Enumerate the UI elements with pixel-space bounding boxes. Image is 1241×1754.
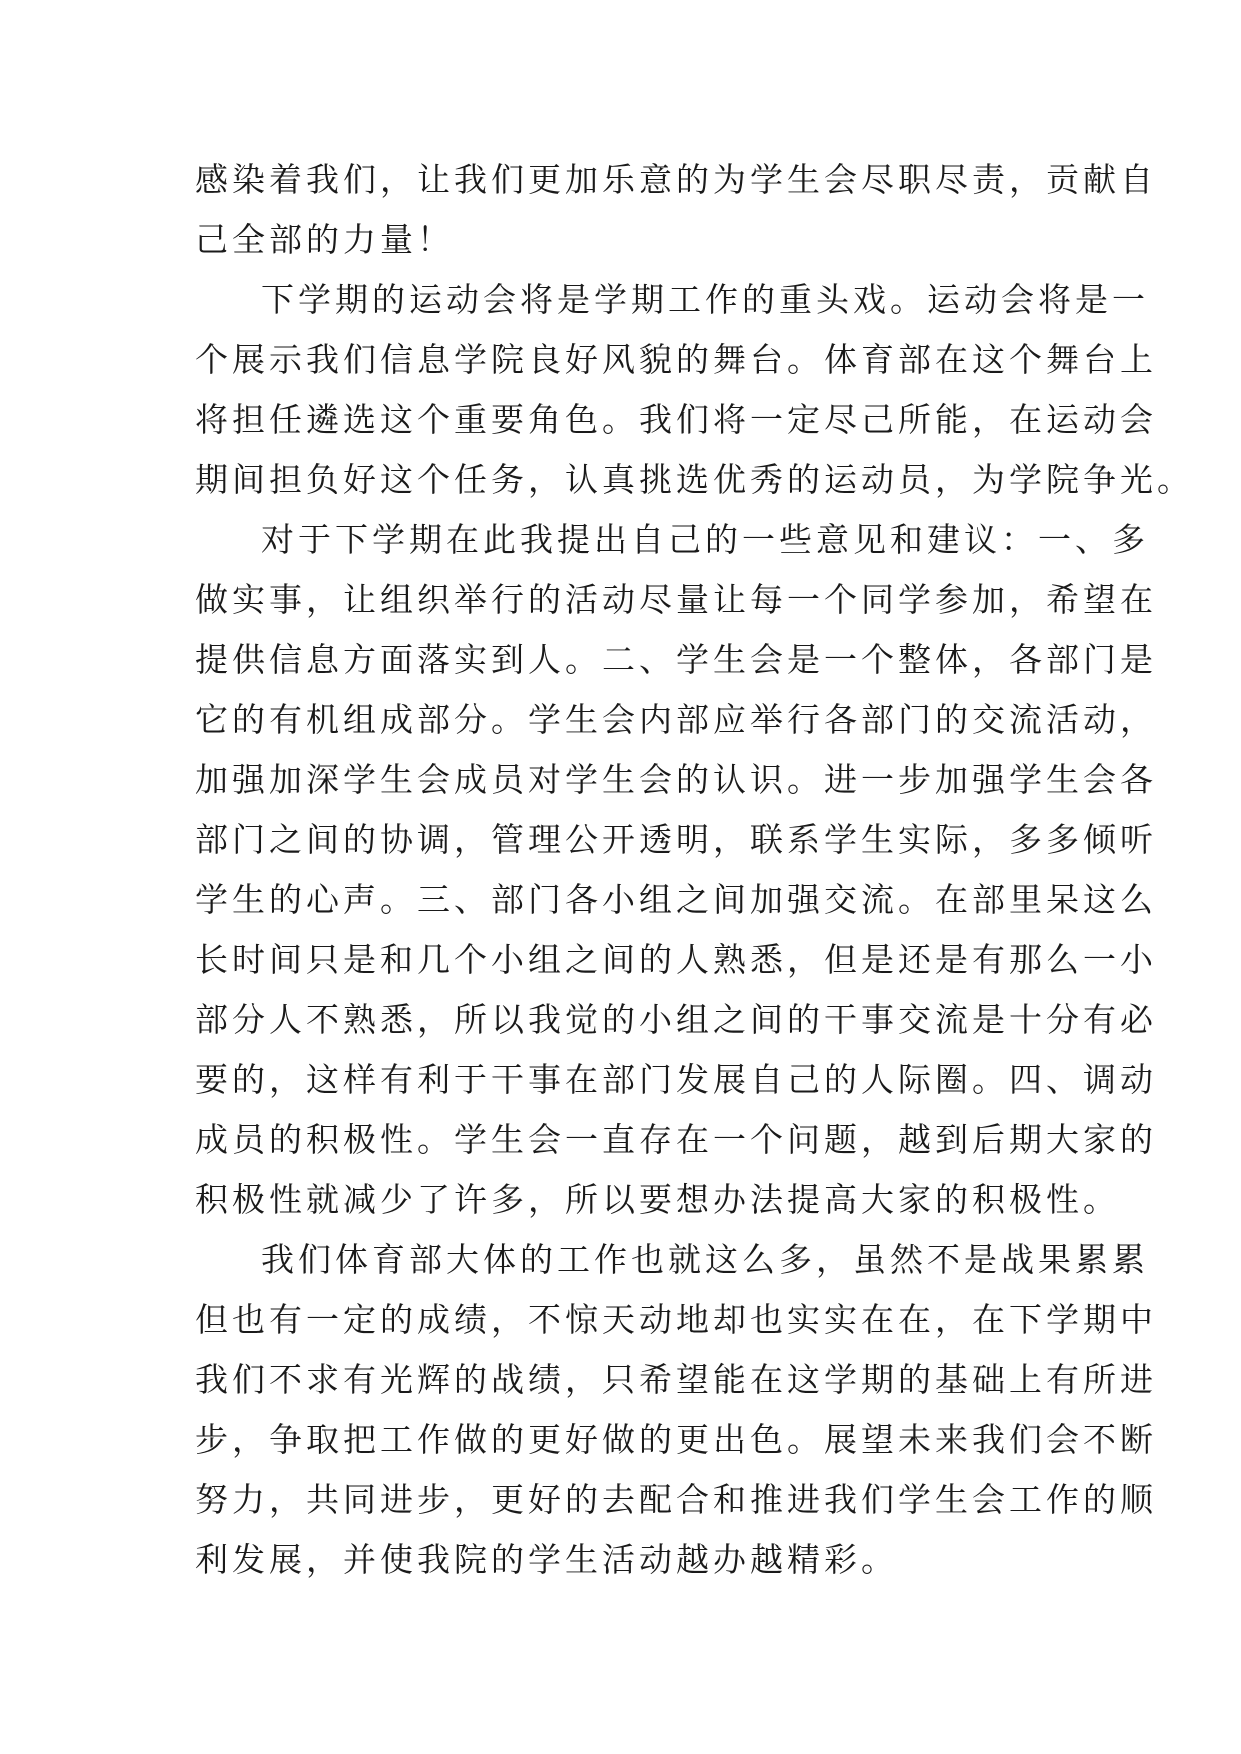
text-line: 己全部的力量！ xyxy=(195,220,454,259)
text-line: 我们不求有光辉的战绩，只希望能在这学期的基础上有所进 xyxy=(195,1360,1157,1399)
text-line: 提供信息方面落实到人。二、学生会是一个整体，各部门是 xyxy=(195,640,1157,679)
text-line: 感染着我们，让我们更加乐意的为学生会尽职尽责，贡献自 xyxy=(195,160,1157,199)
text-line: 下学期的运动会将是学期工作的重头戏。运动会将是一 xyxy=(261,280,1149,319)
text-line: 将担任遴选这个重要角色。我们将一定尽己所能，在运动会 xyxy=(195,400,1157,439)
text-line: 我们体育部大体的工作也就这么多，虽然不是战果累累 xyxy=(261,1240,1149,1279)
text-line: 做实事，让组织举行的活动尽量让每一个同学参加，希望在 xyxy=(195,580,1157,619)
paragraph-3 xyxy=(195,510,1157,1230)
text-line: 它的有机组成部分。学生会内部应举行各部门的交流活动， xyxy=(195,700,1157,739)
text-line: 但也有一定的成绩，不惊天动地却也实实在在，在下学期中 xyxy=(195,1300,1157,1339)
paragraph-4 xyxy=(195,1230,1157,1590)
paragraph-1 xyxy=(195,150,1157,270)
text-line: 成员的积极性。学生会一直存在一个问题，越到后期大家的 xyxy=(195,1120,1157,1159)
paragraph-2 xyxy=(195,270,1194,510)
text-line: 加强加深学生会成员对学生会的认识。进一步加强学生会各 xyxy=(195,760,1157,799)
text-line: 部分人不熟悉，所以我觉的小组之间的干事交流是十分有必 xyxy=(195,1000,1157,1039)
text-line: 期间担负好这个任务，认真挑选优秀的运动员，为学院争光。 xyxy=(195,460,1194,499)
text-line: 积极性就减少了许多，所以要想办法提高大家的积极性。 xyxy=(195,1180,1120,1219)
text-line: 学生的心声。三、部门各小组之间加强交流。在部里呆这么 xyxy=(195,880,1157,919)
text-line: 个展示我们信息学院良好风貌的舞台。体育部在这个舞台上 xyxy=(195,340,1157,379)
text-line: 步，争取把工作做的更好做的更出色。展望未来我们会不断 xyxy=(195,1420,1157,1459)
text-line: 努力，共同进步，更好的去配合和推进我们学生会工作的顺 xyxy=(195,1480,1157,1519)
text-line: 长时间只是和几个小组之间的人熟悉，但是还是有那么一小 xyxy=(195,940,1157,979)
text-line: 利发展，并使我院的学生活动越办越精彩。 xyxy=(195,1540,898,1579)
text-line: 部门之间的协调，管理公开透明，联系学生实际，多多倾听 xyxy=(195,820,1157,859)
document-body xyxy=(195,150,1194,1590)
text-line: 对于下学期在此我提出自己的一些意见和建议：一、多 xyxy=(261,520,1149,559)
text-line: 要的，这样有利于干事在部门发展自己的人际圈。四、调动 xyxy=(195,1060,1157,1099)
